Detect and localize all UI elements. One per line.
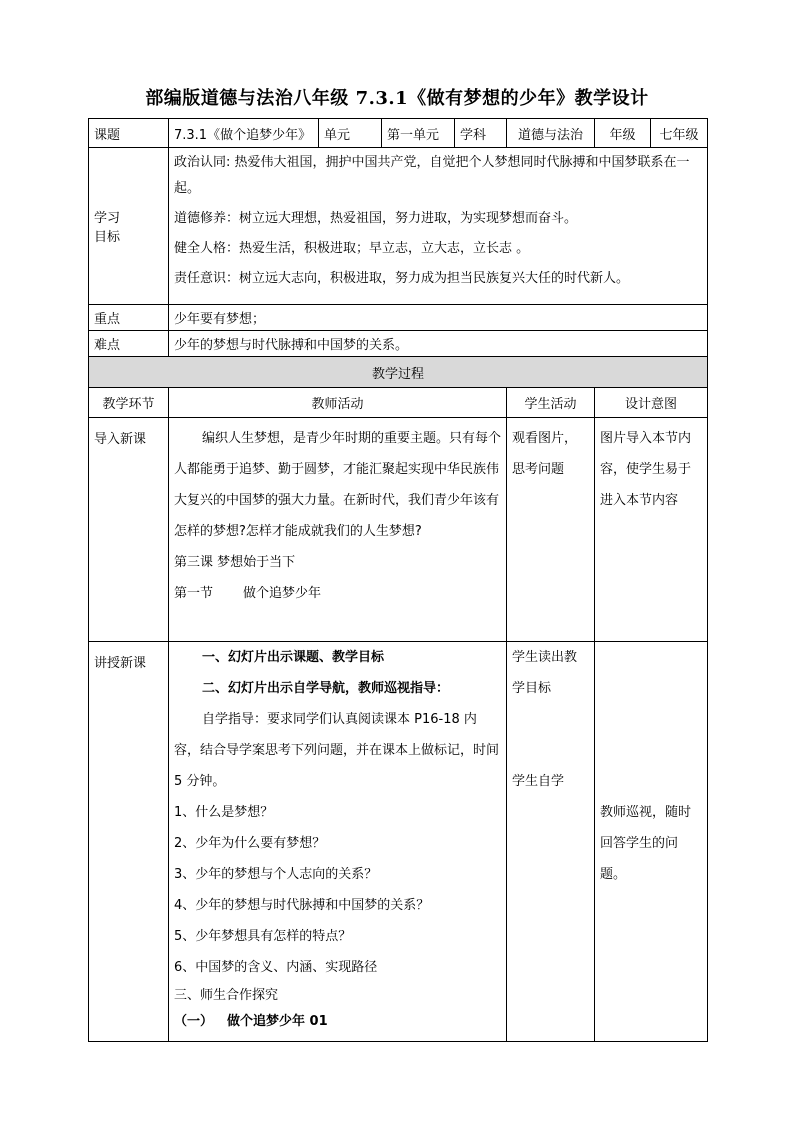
intro-student-activity [507, 418, 595, 642]
intro-intent-text: 图片导入本节内容，使学生易于进入本节内容 [600, 431, 692, 508]
intro-section-name: 做个追梦少年 [243, 586, 322, 601]
new-student-text-2: 学生自学 [512, 774, 565, 789]
goals-label-line2: 目标 [94, 230, 121, 245]
col-stage-header: 教学环节 [89, 388, 169, 418]
question-6: 6、中国梦的含义、内涵、实现路径 [174, 960, 378, 975]
key-point-value: 少年要有梦想； [169, 305, 708, 331]
new-intent-text: 教师巡视，随时回答学生的问题。 [600, 805, 692, 882]
difficulty-row [89, 331, 708, 357]
intro-intent [595, 418, 708, 642]
goals-label-line1: 学习 [94, 211, 121, 226]
new-step-1: 一、幻灯片出示课题、教学目标 [202, 650, 385, 665]
process-header-row [89, 388, 708, 418]
difficulty-value: 少年的梦想与时代脉搏和中国梦的关系。 [169, 331, 708, 357]
question-3: 3、少年的梦想与个人志向的关系？ [174, 867, 378, 882]
goals-row [89, 148, 708, 305]
process-section-row [89, 357, 708, 388]
difficulty-label: 难点 [89, 331, 169, 357]
new-step-2: 二、幻灯片出示自学导航，教师巡视指导： [202, 681, 450, 696]
goals-content [169, 148, 708, 305]
goal-personality: 健全人格：热爱生活，积极进取；早立志，立大志，立长志 。 [174, 241, 530, 256]
intro-section-line [174, 578, 501, 609]
goal-responsibility: 责任意识：树立远大志向，积极进取，努力成为担当民族复兴大任的时代新人。 [174, 271, 630, 286]
new-teacher-activity [169, 642, 507, 1042]
lesson-plan-table [88, 118, 708, 1042]
topic-value: 7.3.1《做个追梦少年》 [169, 119, 319, 148]
goals-label [89, 148, 169, 305]
new-student-text-1: 学生读出教学目标 [512, 650, 578, 696]
question-5: 5、少年梦想具有怎样的特点？ [174, 929, 352, 944]
intro-row [89, 418, 708, 642]
goal-moral: 道德修养：树立远大理想，热爱祖国，努力进取，为实现梦想而奋斗。 [174, 211, 578, 226]
new-self-study-guide: 自学指导：要求同学们认真阅读课本 P16-18 内容，结合导学案思考下列问题，并在课本上做标记，时间 5 分钟。 [174, 712, 500, 789]
question-2: 2、少年为什么要有梦想？ [174, 836, 326, 851]
new-subsection-number: （一） [174, 1014, 214, 1029]
key-point-row [89, 305, 708, 331]
intro-stage: 导入新课 [89, 418, 169, 642]
col-teacher-header: 教师活动 [169, 388, 507, 418]
intro-student-text: 观看图片，思考问题 [512, 431, 578, 477]
topic-label: 课题 [89, 119, 169, 148]
new-lesson-row [89, 642, 708, 1042]
question-1: 1、什么是梦想？ [174, 805, 274, 820]
new-intent [595, 642, 708, 1042]
subject-value: 道德与法治 [507, 119, 595, 148]
intro-teacher-paragraph: 编织人生梦想，是青少年时期的重要主题。只有每个人都能勇于追梦、勤于圆梦，才能汇聚起实现中华民族伟大复兴的中国梦的强大力量。在新时代，我们青少年该有怎样的梦想?怎样才能成就我们的人生梦想? [174, 431, 502, 539]
col-student-header: 学生活动 [507, 388, 595, 418]
intro-lesson-title: 第三课 梦想始于当下 [174, 555, 296, 570]
key-point-label: 重点 [89, 305, 169, 331]
process-section-title: 教学过程 [89, 357, 708, 388]
new-step-3: 三、师生合作探究 [174, 988, 279, 1003]
unit-label: 单元 [319, 119, 382, 148]
unit-value: 第一单元 [382, 119, 455, 148]
intro-section-number: 第一节 [174, 586, 214, 601]
document-title: 部编版道德与法治八年级 7.3.1《做有梦想的少年》教学设计 [145, 88, 649, 109]
grade-value: 七年级 [651, 119, 708, 148]
new-student-activity [507, 642, 595, 1042]
subject-label: 学科 [455, 119, 507, 148]
grade-label: 年级 [595, 119, 651, 148]
new-subsection-name: 做个追梦少年 01 [227, 1014, 328, 1029]
intro-teacher-activity [169, 418, 507, 642]
new-stage: 讲授新课 [89, 642, 169, 1042]
question-4: 4、少年的梦想与时代脉搏和中国梦的关系？ [174, 898, 430, 913]
header-row [89, 119, 708, 148]
new-subsection-line [174, 1009, 501, 1035]
goal-political: 政治认同: 热爱伟大祖国，拥护中国共产党，自觉把个人梦想同时代脉搏和中国梦联系在一起。 [174, 155, 690, 196]
col-intent-header: 设计意图 [595, 388, 708, 418]
